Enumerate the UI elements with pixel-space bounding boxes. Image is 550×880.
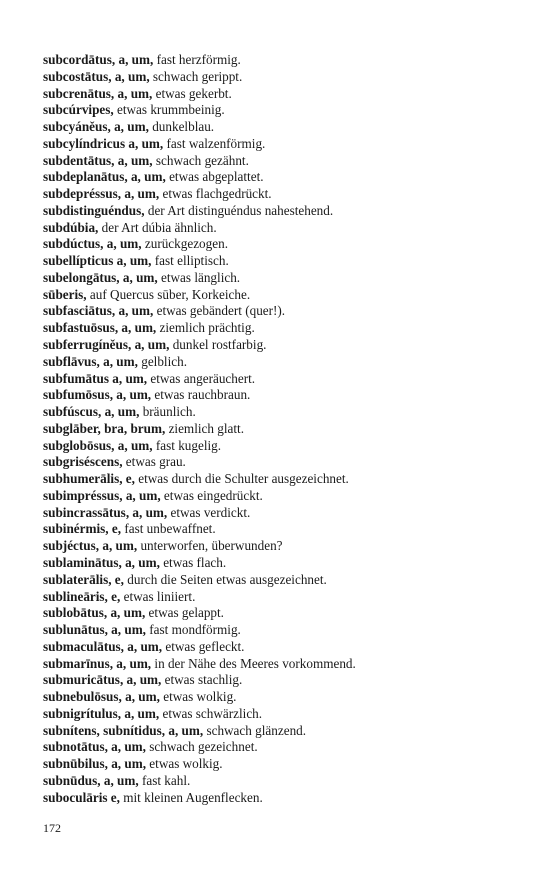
entry-term: subdistinguéndus, [43,202,145,218]
entry-term: subferrugíněus, a, um, [43,337,170,353]
dictionary-entry [43,706,513,723]
entry-term: subnigrítulus, a, um, [43,705,160,721]
dictionary-entry [43,538,513,555]
dictionary-entry [43,153,513,170]
dictionary-entry [43,605,513,622]
entry-term: subcylíndricus a, um, [43,135,164,151]
entry-definition: etwas länglich. [157,269,241,285]
entry-term: subjéctus, a, um, [43,538,138,554]
entry-definition: etwas wolkig. [159,689,237,705]
dictionary-entry [43,639,513,656]
entry-definition: etwas gefleckt. [162,638,245,654]
entry-term: subdentātus, a, um, [43,152,153,168]
entry-definition: etwas abgeplattet. [165,169,264,185]
entry-term: subinérmis, e, [43,521,122,537]
entry-definition: gelblich. [137,353,187,369]
dictionary-entry [43,723,513,740]
entry-definition: etwas flach. [159,554,227,570]
entry-definition: etwas gelappt. [145,605,224,621]
entry-definition: ziemlich glatt. [165,420,244,436]
entry-term: subdepréssus, a, um, [43,186,160,202]
entry-definition: der Art distinguéndus nahestehend. [144,202,334,218]
entry-term: subfasciātus, a, um, [43,303,154,319]
dictionary-entry [43,454,513,471]
dictionary-entry [43,689,513,706]
dictionary-entry [43,136,513,153]
entry-term: subimpréssus, a, um, [43,487,161,503]
dictionary-entry [43,622,513,639]
entry-definition: etwas flachgedrückt. [159,186,272,202]
entry-term: subelongātus, a, um, [43,269,158,285]
dictionary-entry [43,421,513,438]
entry-term: submarīnus, a, um, [43,655,152,671]
entry-term: sublaminātus, a, um, [43,554,160,570]
entry-term: subcrenātus, a, um, [43,85,153,101]
entry-term: subfumātus a, um, [43,370,148,386]
entry-definition: fast unbewaffnet. [121,521,216,537]
entry-term: sublineāris, e, [43,588,121,604]
entry-term: sublunātus, a, um, [43,622,146,638]
entry-definition: etwas liniiert. [120,588,196,604]
dictionary-entry [43,354,513,371]
entry-definition: fast kugelig. [152,437,222,453]
dictionary-entry [43,203,513,220]
entry-term: subcostātus, a, um, [43,68,150,84]
entry-definition: dunkelblau. [148,119,215,135]
entry-term: subdúbia, [43,219,99,235]
entry-term: subglāber, bra, brum, [43,420,166,436]
entry-definition: fast mondförmig. [145,622,241,638]
entry-term: subnūdus, a, um, [43,772,139,788]
dictionary-entry [43,371,513,388]
dictionary-entry [43,555,513,572]
entry-term: submuricātus, a, um, [43,672,162,688]
entry-definition: etwas gekerbt. [152,85,232,101]
entry-definition: mit kleinen Augenflecken. [119,789,263,805]
dictionary-entry [43,471,513,488]
entry-term: sublaterālis, e, [43,571,124,587]
entry-term: subcúrvipes, [43,102,114,118]
entry-term: subhumerālis, e, [43,471,135,487]
entry-definition: etwas gebändert (quer!). [153,303,286,319]
dictionary-entry [43,656,513,673]
dictionary-entry [43,572,513,589]
entry-term: subcordātus, a, um, [43,52,154,67]
dictionary-entry [43,320,513,337]
dictionary-entry [43,521,513,538]
entry-term: subfastuōsus, a, um, [43,320,157,336]
dictionary-entry [43,438,513,455]
entry-definition: schwach glänzend. [203,722,307,738]
dictionary-entry [43,69,513,86]
entry-definition: etwas rauchbraun. [151,387,251,403]
entry-term: sūberis, [43,286,87,302]
dictionary-entry [43,505,513,522]
dictionary-entry [43,52,513,69]
dictionary-entry [43,756,513,773]
entry-definition: in der Nähe des Meeres vorkommend. [151,655,356,671]
dictionary-entry [43,739,513,756]
entry-definition: dunkel rostfarbig. [169,337,267,353]
dictionary-page [43,52,513,806]
entry-term: subdeplanātus, a, um, [43,169,166,185]
entry-definition: auf Quercus sūber, Korkeiche. [86,286,251,302]
entry-definition: etwas krummbeinig. [113,102,225,118]
entry-term: subnebulōsus, a, um, [43,689,160,705]
dictionary-entry [43,169,513,186]
entry-definition: etwas durch die Schulter ausgezeichnet. [134,471,349,487]
dictionary-entry [43,253,513,270]
entry-term: subglobōsus, a, um, [43,437,153,453]
entry-definition: etwas wolkig. [146,756,223,772]
entry-definition: ziemlich prächtig. [156,320,255,336]
dictionary-entry [43,337,513,354]
entry-definition: etwas grau. [122,454,186,470]
dictionary-entry [43,303,513,320]
entry-term: subfúscus, a, um, [43,404,140,420]
dictionary-entry [43,488,513,505]
dictionary-entry [43,236,513,253]
entry-term: subnotātus, a, um, [43,739,146,755]
entry-term: submaculātus, a, um, [43,638,163,654]
page-number: 172 [43,821,61,835]
entry-term: subincrassātus, a, um, [43,504,168,520]
entry-definition: schwach gezähnt. [152,152,249,168]
entry-definition: unterworfen, überwunden? [137,538,283,554]
dictionary-entry [43,387,513,404]
entry-term: subdúctus, a, um, [43,236,142,252]
entry-term: subcyáněus, a, um, [43,119,149,135]
dictionary-entry [43,102,513,119]
entry-definition: bräunlich. [139,404,196,420]
entry-definition: durch die Seiten etwas ausgezeichnet. [123,571,327,587]
entry-term: subnūbilus, a, um, [43,756,146,772]
dictionary-entry [43,119,513,136]
entry-term: subflāvus, a, um, [43,353,138,369]
entry-term: subfumōsus, a, um, [43,387,152,403]
entry-definition: der Art dúbia ähnlich. [98,219,217,235]
entry-definition: etwas verdickt. [167,504,251,520]
entry-definition: fast walzenförmig. [163,135,266,151]
entry-definition: fast herzförmig. [153,52,241,67]
dictionary-entry [43,186,513,203]
entry-term: suboculāris e, [43,789,120,805]
entry-definition: etwas eingedrückt. [160,487,263,503]
entry-definition: fast kahl. [138,772,191,788]
entry-term: subnítens, subnítidus, a, um, [43,722,204,738]
entry-term: subellípticus a, um, [43,253,152,269]
dictionary-entry [43,86,513,103]
dictionary-entry [43,589,513,606]
entry-term: sublobātus, a, um, [43,605,146,621]
entry-definition: zurückgezogen. [141,236,228,252]
dictionary-entry [43,220,513,237]
dictionary-entry [43,404,513,421]
entry-definition: fast elliptisch. [151,253,229,269]
entry-definition: etwas schwärzlich. [159,705,263,721]
dictionary-entry [43,790,513,807]
dictionary-entry [43,773,513,790]
dictionary-entry [43,287,513,304]
entry-term: subgriséscens, [43,454,123,470]
entry-definition: schwach gezeichnet. [145,739,258,755]
dictionary-entry [43,270,513,287]
entry-definition: etwas angeräuchert. [147,370,256,386]
entry-definition: etwas stachlig. [161,672,243,688]
entry-definition: schwach gerippt. [149,68,243,84]
dictionary-entry [43,672,513,689]
